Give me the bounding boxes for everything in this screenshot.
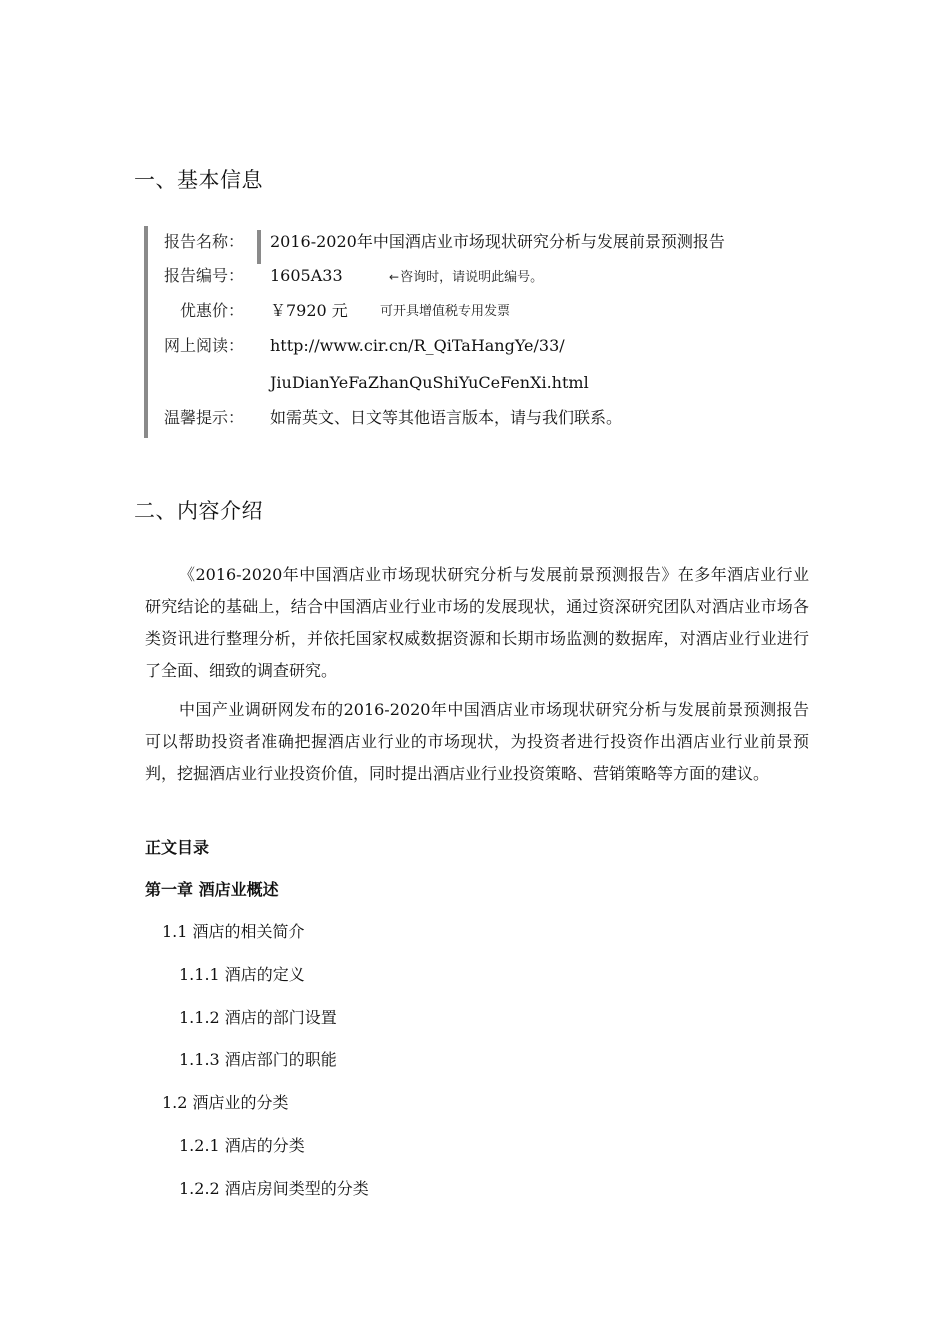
report-name-value: 2016-2020年中国酒店业市场现状研究分析与发展前景预测报告 [270, 232, 725, 251]
info-block [144, 226, 844, 438]
report-code-note [389, 265, 543, 290]
price-value: ￥7920 元 [270, 301, 348, 320]
left-arrow-icon: ← [389, 270, 400, 284]
toc-chapter-1: 第一章 酒店业概述 [145, 880, 279, 899]
price-note: 可开具增值税专用发票 [380, 304, 511, 319]
report-code-label: 报告编号： [164, 266, 245, 285]
report-code-value: 1605A33 [270, 266, 343, 285]
report-code-note-text: 咨询时，请说明此编号。 [400, 270, 544, 285]
online-link-line2[interactable]: JiuDianYeFaZhanQuShiYuCeFenXi.html [270, 373, 589, 392]
toc-item: 1.1 酒店的相关简介 [162, 922, 305, 941]
tip-value: 如需英文、日文等其他语言版本，请与我们联系。 [270, 408, 623, 427]
toc-item: 1.2.1 酒店的分类 [179, 1136, 305, 1155]
online-label: 网上阅读： [164, 336, 245, 355]
toc-item: 1.2 酒店业的分类 [162, 1093, 289, 1112]
intro-paragraph-2: 中国产业调研网发布的2016-2020年中国酒店业市场现状研究分析与发展前景预测报告可以帮助投资者准确把握酒店业行业的市场现状，为投资者进行投资作出酒店业行业前景预判，挖掘酒店业行业投资价值，同时提出酒店业行业投资策略、营销策略等方面的建议。 [145, 700, 809, 783]
price-label: 优惠价： [179, 301, 244, 320]
toc-item: 1.2.2 酒店房间类型的分类 [179, 1179, 369, 1198]
report-name-marker-bar [257, 230, 261, 264]
report-name-label: 报告名称： [164, 232, 245, 251]
intro-paragraph-1: 《2016-2020年中国酒店业市场现状研究分析与发展前景预测报告》在多年酒店业行业研究结论的基础上，结合中国酒店业行业市场的发展现状，通过资深研究团队对酒店业市场各类资讯进行整理分析，并依托国家权威数据资源和长期市场监测的数据库，对酒店业行业进行了全面、细致的调查研究。 [145, 565, 809, 680]
toc-item: 1.1.3 酒店部门的职能 [179, 1050, 337, 1069]
toc-heading: 正文目录 [145, 838, 210, 857]
toc-item: 1.1.1 酒店的定义 [179, 965, 305, 984]
tip-label: 温馨提示： [164, 408, 245, 427]
toc-item: 1.1.2 酒店的部门设置 [179, 1008, 337, 1027]
info-block-left-bar [144, 226, 148, 438]
section-heading-content-intro: 二、内容介绍 [134, 499, 263, 523]
online-link-line1[interactable]: http://www.cir.cn/R_QiTaHangYe/33/ [270, 336, 565, 355]
section-heading-basic-info: 一、基本信息 [134, 168, 263, 192]
